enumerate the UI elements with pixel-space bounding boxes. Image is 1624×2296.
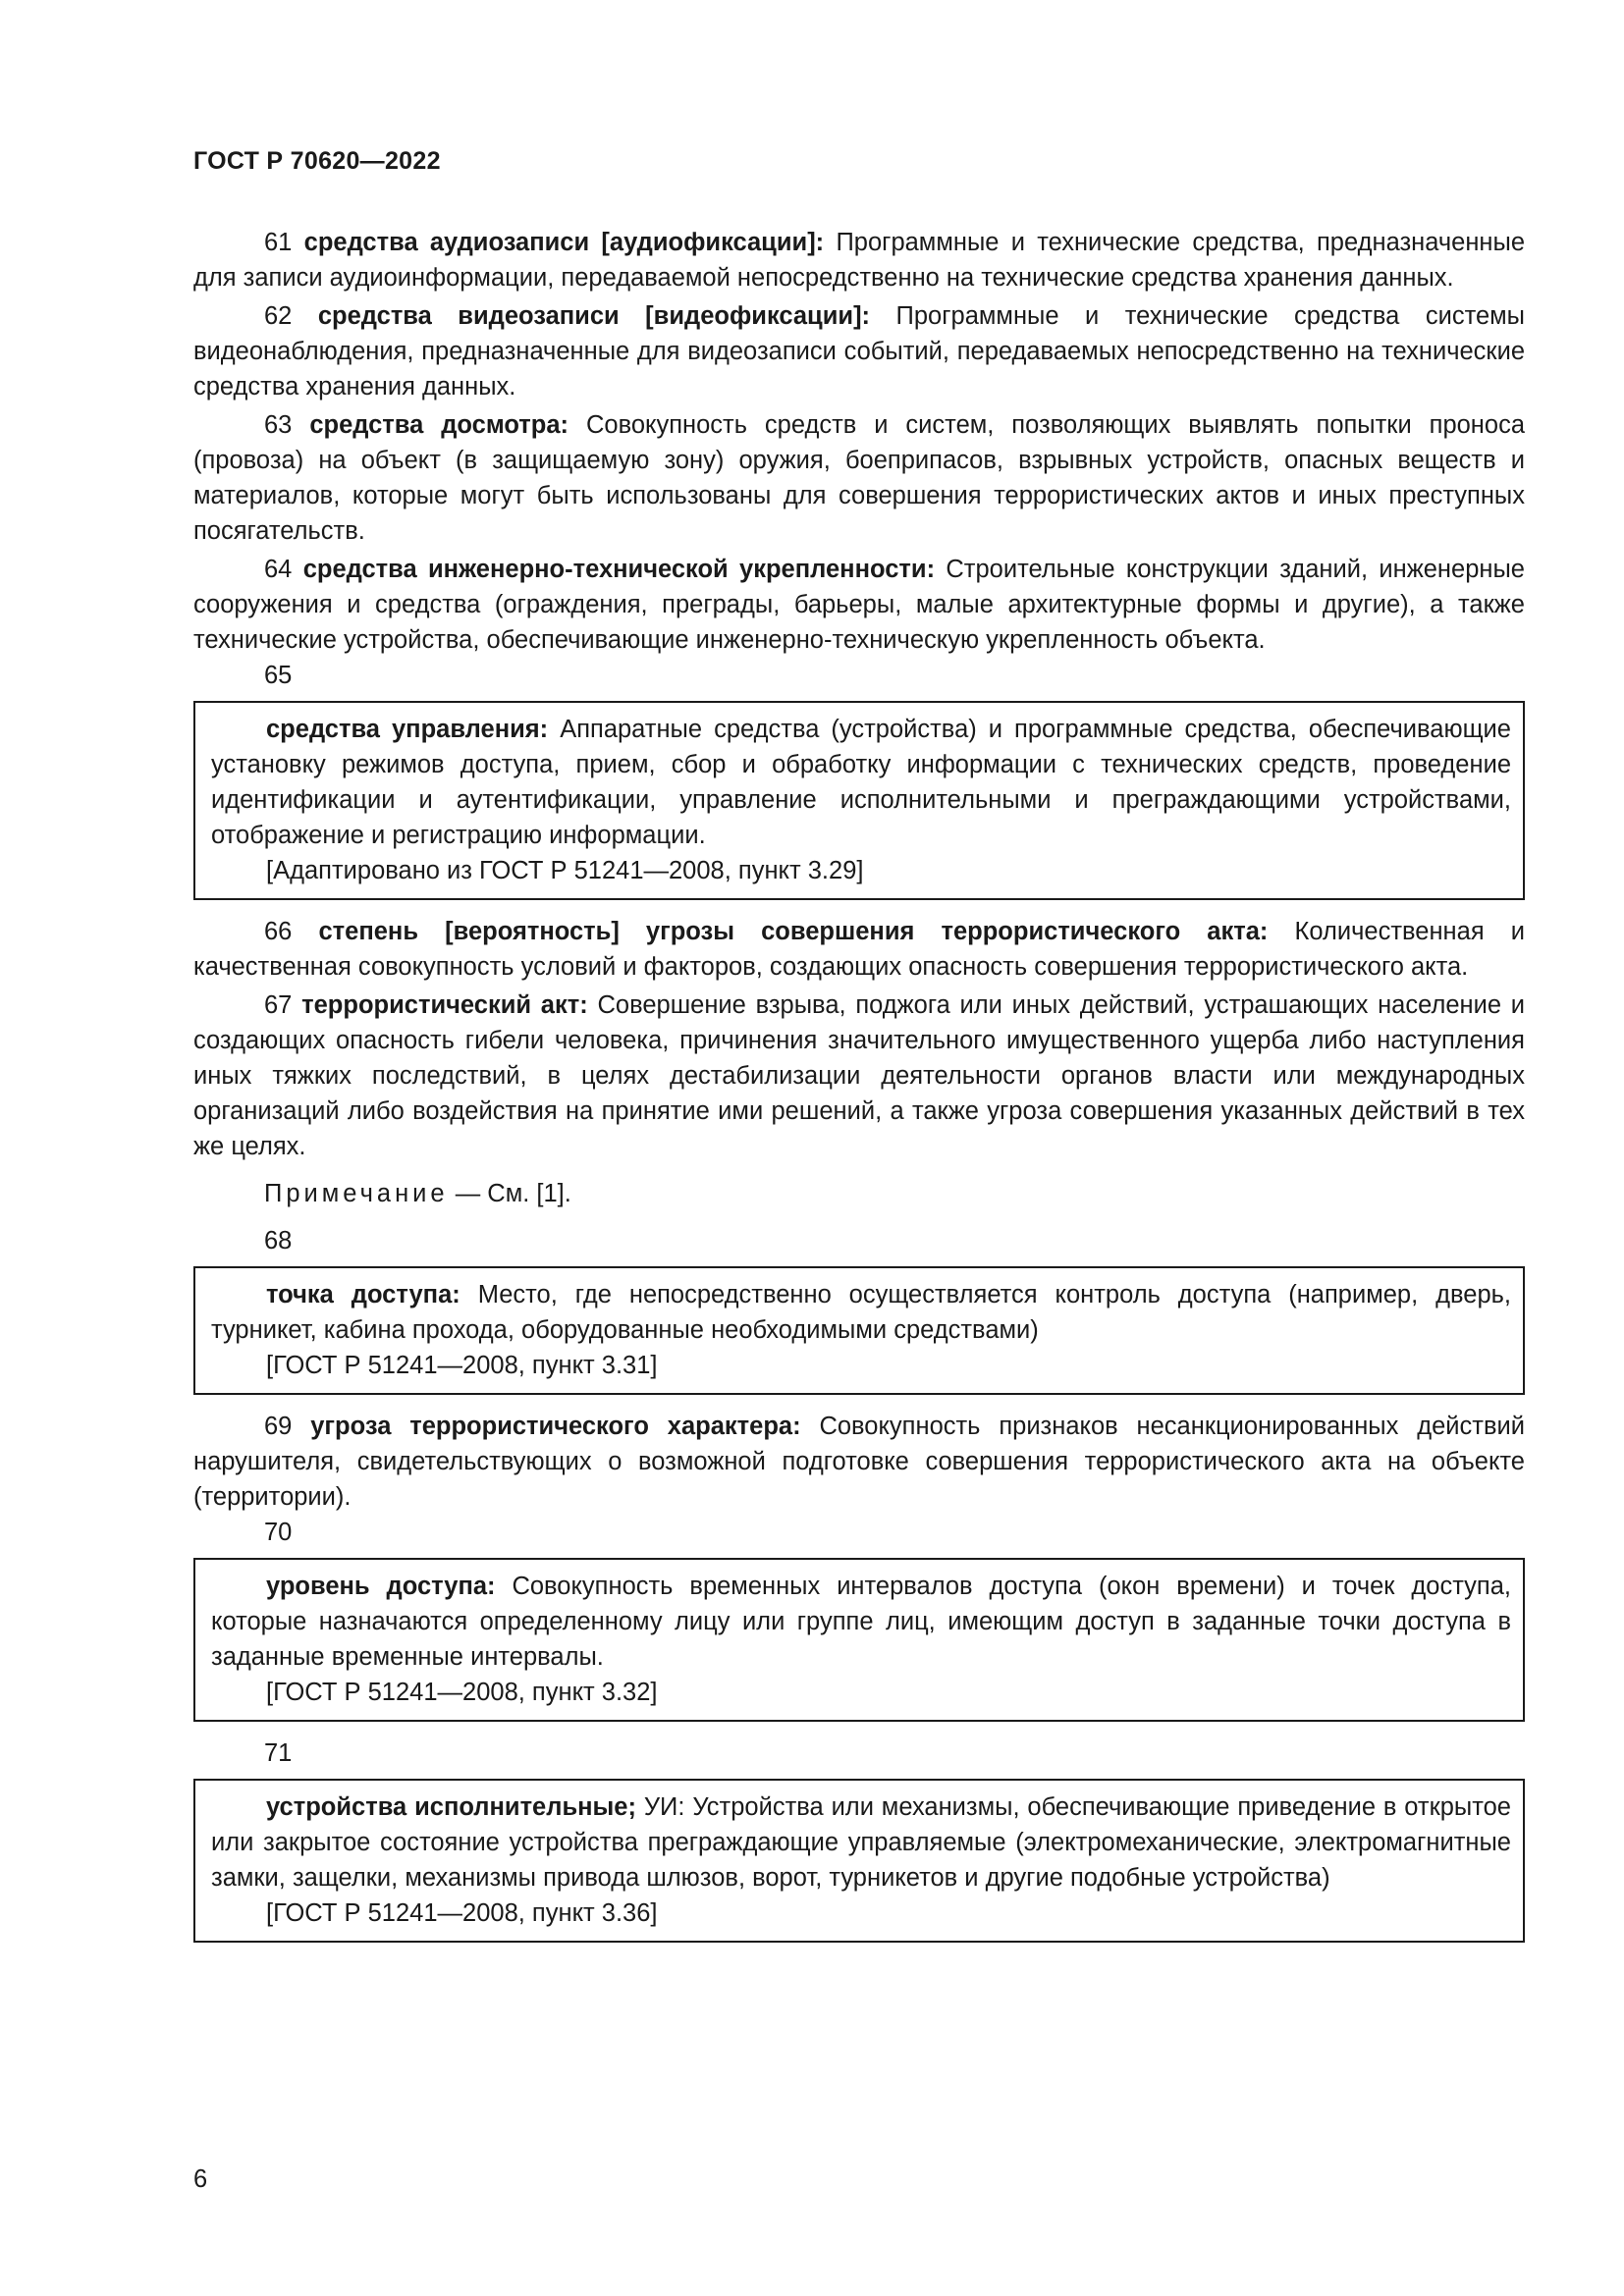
entry-source: [ГОСТ Р 51241—2008, пункт 3.32] <box>266 1679 658 1706</box>
entry-definition: Аппаратные средства (устройства) и программные средства, обеспечивающие установку режимов доступа, прием, сбор и обработку информации с технических средств, проведение идентификации и аутентификации, управление исполнительными и преграждающими устройствами, отображение и регистрацию информации. <box>211 716 1511 849</box>
entry-definition: Совокупность средств и систем, позволяющих выявлять попытки проноса (провоза) на объект (в защищаемую зону) оружия, боеприпасов, взрывных устройств, опасных веществ и материалов, которые могут быть использованы для совершения террористических актов и иных преступных посягательств. <box>193 411 1526 545</box>
entry-source: [ГОСТ Р 51241—2008, пункт 3.36] <box>266 1899 658 1927</box>
term-entry-65 <box>211 712 1511 853</box>
term-entry-63 <box>193 407 1525 549</box>
entry-definition: Программные и технические средства системы видеонаблюдения, предназначенные для видеозаписи событий, передаваемых непосредственно на технические средства хранения данных. <box>193 302 1525 400</box>
entry-number: 63 <box>264 411 293 439</box>
entry-number: 61 <box>264 229 293 256</box>
entry-term: устройства исполнительные; <box>266 1793 636 1821</box>
term-entry-69 <box>193 1409 1525 1515</box>
page-number: 6 <box>193 2165 208 2193</box>
entry-term: террористический акт: <box>301 991 588 1019</box>
term-entry-67 <box>193 988 1525 1164</box>
entry-definition: Устройства или механизмы, обеспечивающие приведение в открытое или закрытое состояние устройства преграждающие управляемые (электромеханические, электромагнитные замки, защелки, механизмы привода шлюзов, ворот, турникетов и другие подобные устройства) <box>211 1793 1511 1892</box>
entry-definition: Совокупность временных интервалов доступа (окон времени) и точек доступа, которые назначаются определенному лицу или группе лиц, имеющим доступ в заданные точки доступа в заданные временные интервалы. <box>211 1573 1511 1671</box>
entry-number: 64 <box>264 556 293 583</box>
entry-definition: Строительные конструкции зданий, инженерные сооружения и средства (ограждения, преграды, барьеры, малые архитектурные формы и другие), а также технические устройства, обеспечивающие инженерно-техническую укрепленность объекта. <box>193 556 1525 654</box>
term-entry-64 <box>193 552 1525 658</box>
entry-term: средства досмотра: <box>309 411 569 439</box>
entry-source: [ГОСТ Р 51241—2008, пункт 3.31] <box>266 1352 658 1379</box>
entry-source: [Адаптировано из ГОСТ Р 51241—2008, пункт 3.29] <box>266 857 864 884</box>
note-67 <box>193 1176 1525 1211</box>
entry-number-65: 65 <box>264 662 293 689</box>
entry-term: средства управления: <box>266 716 549 743</box>
entry-definition: Количественная и качественная совокупность условий и факторов, создающих опасность совершения террористического акта. <box>193 918 1525 981</box>
entry-number-68: 68 <box>264 1227 293 1255</box>
term-entry-62 <box>193 298 1525 404</box>
term-entry-71 <box>211 1789 1511 1896</box>
entry-number: 62 <box>264 302 293 330</box>
term-box-70 <box>193 1558 1525 1722</box>
entry-term: степень [вероятность] угрозы совершения террористического акта: <box>318 918 1269 945</box>
entry-term: уровень доступа: <box>266 1573 496 1600</box>
entry-term: средства инженерно-технической укрепленности: <box>302 556 936 583</box>
entry-definition: Совокупность признаков несанкционированных действий нарушителя, свидетельствующих о возможной подготовке совершения террористического акта на объекте (территории). <box>193 1413 1526 1511</box>
entry-term: угроза террористического характера: <box>310 1413 801 1440</box>
entry-number: 67 <box>264 991 293 1019</box>
entry-number-71: 71 <box>264 1739 293 1767</box>
entry-term: точка доступа: <box>266 1281 460 1308</box>
entry-number: 69 <box>264 1413 293 1440</box>
term-entry-66 <box>193 914 1525 985</box>
entry-definition: Место, где непосредственно осуществляется контроль доступа (например, дверь, турникет, кабина прохода, оборудованные необходимыми средствами) <box>211 1281 1511 1344</box>
note-text: — См. [1]. <box>448 1180 571 1207</box>
entry-number: 66 <box>264 918 293 945</box>
entry-term: средства видеозаписи [видеофиксации]: <box>317 302 871 330</box>
entry-abbreviation: УИ: <box>643 1793 685 1821</box>
entry-number-70: 70 <box>264 1519 293 1546</box>
term-entry-61 <box>193 225 1525 295</box>
term-entry-68 <box>211 1277 1511 1348</box>
terms-list <box>193 225 1525 1956</box>
term-box-65 <box>193 701 1525 900</box>
entry-definition: Совершение взрыва, поджога или иных действий, устрашающих население и создающих опасность гибели человека, причинения значительного имущественного ущерба либо наступления иных тяжких последствий, в целях дестабилизации деятельности органов власти или международных организаций либо воздействия на принятие ими решений, а также угроза совершения указанных действий в тех же целях. <box>193 991 1525 1160</box>
entry-definition: Программные и технические средства, предназначенные для записи аудиоинформации, передаваемой непосредственно на технические средства хранения данных. <box>193 229 1526 292</box>
term-entry-70 <box>211 1569 1511 1675</box>
entry-term: средства аудиозаписи [аудиофиксации]: <box>303 229 825 256</box>
document-code-header: ГОСТ Р 70620—2022 <box>193 147 441 175</box>
note-label: Примечание <box>264 1180 449 1207</box>
term-box-71 <box>193 1779 1525 1943</box>
term-box-68 <box>193 1266 1525 1395</box>
